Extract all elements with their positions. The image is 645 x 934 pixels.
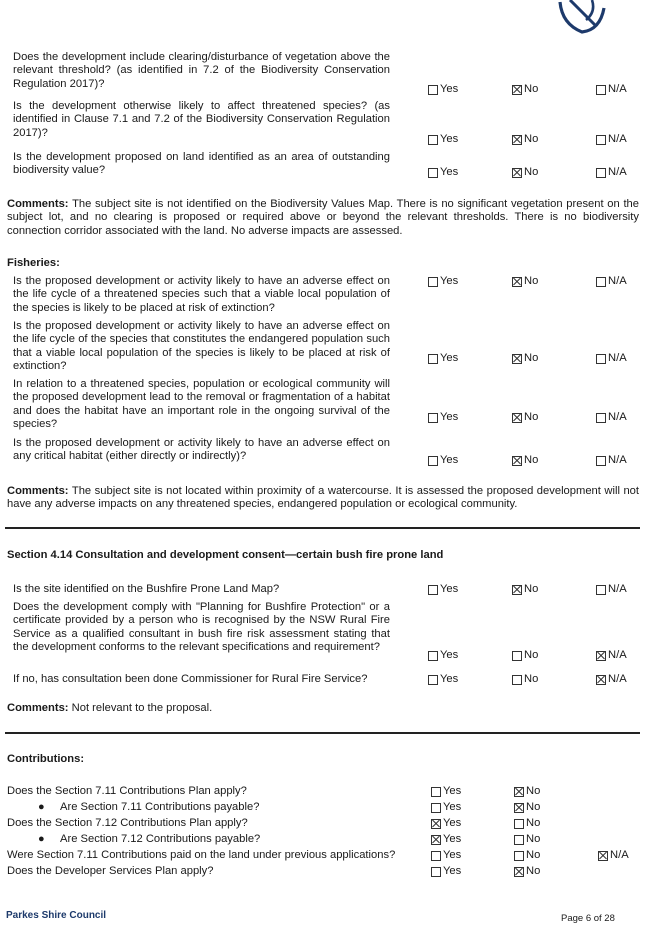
- con-q2-yes[interactable]: Yes: [431, 801, 461, 814]
- biodiversity-comments: Comments: The subject site is not identified on the Biodiversity Values Map. There is no significant vegetation present on the subject lot, and no clearing is proposed or required above or beyond the relevant thresholds. There is no biodiversity connection corridor associated with the land. No adverse impacts are assessed.: [7, 198, 639, 237]
- checked-checkbox-icon: [512, 135, 522, 145]
- bush-q3-na[interactable]: N/A: [596, 673, 627, 686]
- checkbox-icon: [431, 867, 441, 877]
- section-divider: [5, 527, 640, 529]
- bush-q2-no[interactable]: No: [512, 649, 538, 662]
- contributions-heading: Contributions:: [7, 753, 85, 765]
- fish-q2-yes[interactable]: Yes: [428, 352, 458, 365]
- bushfire-question-3: If no, has consultation been done Commissioner for Rural Fire Service?: [13, 673, 368, 685]
- bio-q2-na[interactable]: N/A: [596, 133, 627, 146]
- checked-checkbox-icon: [596, 651, 606, 661]
- con-q3-yes[interactable]: Yes: [431, 817, 461, 830]
- checkbox-icon: [512, 675, 522, 685]
- checked-checkbox-icon: [598, 851, 608, 861]
- checked-checkbox-icon: [514, 787, 524, 797]
- con-q5-yes[interactable]: Yes: [431, 849, 461, 862]
- bushfire-comments: Comments: Not relevant to the proposal.: [7, 702, 213, 714]
- con-q2-no[interactable]: No: [514, 801, 540, 814]
- bio-q3-yes[interactable]: Yes: [428, 166, 458, 179]
- bush-q3-no[interactable]: No: [512, 673, 538, 686]
- checkbox-icon: [428, 585, 438, 595]
- con-q4-yes[interactable]: Yes: [431, 833, 461, 846]
- bio-q2-no[interactable]: No: [512, 133, 538, 146]
- fisheries-comments: Comments: The subject site is not located within proximity of a watercourse. It is assessed the proposed development will not have any adverse impacts on any threatened species, endangered population or ecological community.: [7, 485, 640, 511]
- bush-q2-na[interactable]: N/A: [596, 649, 627, 662]
- bio-q1-no[interactable]: No: [512, 83, 538, 96]
- checkbox-icon: [428, 675, 438, 685]
- fish-q3-yes[interactable]: Yes: [428, 411, 458, 424]
- checked-checkbox-icon: [431, 819, 441, 829]
- checked-checkbox-icon: [512, 585, 522, 595]
- bio-q1-yes[interactable]: Yes: [428, 83, 458, 96]
- checkbox-icon: [596, 456, 606, 466]
- fish-q3-na[interactable]: N/A: [596, 411, 627, 424]
- checkbox-icon: [428, 168, 438, 178]
- contrib-question-3: Does the Section 7.12 Contributions Plan apply?: [7, 817, 248, 829]
- contrib-question-6: Does the Developer Services Plan apply?: [7, 865, 214, 877]
- fisheries-question-4: Is the proposed development or activity likely to have an adverse effect on any critical habitat (either directly or indirectly)?: [13, 437, 390, 463]
- bio-q2-yes[interactable]: Yes: [428, 133, 458, 146]
- contrib-question-1: Does the Section 7.11 Contributions Plan apply?: [7, 785, 247, 797]
- checked-checkbox-icon: [512, 456, 522, 466]
- fish-q1-no[interactable]: No: [512, 275, 538, 288]
- fish-q4-yes[interactable]: Yes: [428, 454, 458, 467]
- fish-q2-no[interactable]: No: [512, 352, 538, 365]
- bushfire-question-1: Is the site identified on the Bushfire Prone Land Map?: [13, 583, 280, 595]
- bush-q2-yes[interactable]: Yes: [428, 649, 458, 662]
- checkbox-icon: [428, 85, 438, 95]
- checked-checkbox-icon: [512, 277, 522, 287]
- biodiversity-question-2: Is the development otherwise likely to affect threatened species? (as identified in Clause 7.1 and 7.2 of the Biodiversity Conservation Regulation 2017)?: [13, 100, 390, 139]
- checkbox-icon: [431, 851, 441, 861]
- bush-q1-yes[interactable]: Yes: [428, 583, 458, 596]
- fisheries-question-1: Is the proposed development or activity likely to have an adverse effect on the life cycle of a threatened species such that a viable local population of the species is likely to be placed at risk of extinction?: [13, 275, 390, 314]
- bush-q1-no[interactable]: No: [512, 583, 538, 596]
- con-q3-no[interactable]: No: [514, 817, 540, 830]
- checked-checkbox-icon: [514, 867, 524, 877]
- council-logo: [556, 0, 606, 36]
- con-q1-yes[interactable]: Yes: [431, 785, 461, 798]
- checkbox-icon: [431, 787, 441, 797]
- biodiversity-question-3: Is the development proposed on land identified as an area of outstanding biodiversity value?: [13, 151, 390, 177]
- checkbox-icon: [596, 354, 606, 364]
- checkbox-icon: [596, 135, 606, 145]
- checked-checkbox-icon: [512, 168, 522, 178]
- checkbox-icon: [431, 803, 441, 813]
- con-q1-no[interactable]: No: [514, 785, 540, 798]
- bush-q3-yes[interactable]: Yes: [428, 673, 458, 686]
- page-number: Page 6 of 28: [561, 913, 615, 924]
- checked-checkbox-icon: [512, 354, 522, 364]
- checkbox-icon: [428, 413, 438, 423]
- checkbox-icon: [596, 85, 606, 95]
- bullet-icon: ●: [38, 801, 45, 813]
- checkbox-icon: [428, 135, 438, 145]
- bullet-icon: ●: [38, 833, 45, 845]
- con-q5-no[interactable]: No: [514, 849, 540, 862]
- fish-q1-yes[interactable]: Yes: [428, 275, 458, 288]
- checkbox-icon: [514, 835, 524, 845]
- section-divider: [5, 732, 640, 734]
- checked-checkbox-icon: [514, 803, 524, 813]
- checkbox-icon: [428, 277, 438, 287]
- fish-q2-na[interactable]: N/A: [596, 352, 627, 365]
- contrib-question-4: ● Are Section 7.12 Contributions payable?: [38, 833, 261, 845]
- checkbox-icon: [512, 651, 522, 661]
- checkbox-icon: [596, 277, 606, 287]
- fisheries-heading: Fisheries:: [7, 257, 60, 269]
- biodiversity-question-1: Does the development include clearing/disturbance of vegetation above the relevant threshold? (as identified in 7.2 of the Biodiversity Conservation Regulation 2017)?: [13, 51, 390, 90]
- fish-q4-na[interactable]: N/A: [596, 454, 627, 467]
- con-q6-yes[interactable]: Yes: [431, 865, 461, 878]
- bio-q1-na[interactable]: N/A: [596, 83, 627, 96]
- checked-checkbox-icon: [512, 85, 522, 95]
- checkbox-icon: [596, 168, 606, 178]
- fish-q4-no[interactable]: No: [512, 454, 538, 467]
- checked-checkbox-icon: [596, 675, 606, 685]
- contrib-question-2: ● Are Section 7.11 Contributions payable?: [38, 801, 260, 813]
- contrib-question-5: Were Section 7.11 Contributions paid on the land under previous applications?: [7, 849, 396, 861]
- checkbox-icon: [596, 585, 606, 595]
- footer-council-name: Parkes Shire Council: [6, 910, 107, 921]
- con-q4-no[interactable]: No: [514, 833, 540, 846]
- checkbox-icon: [514, 851, 524, 861]
- con-q5-na[interactable]: N/A: [598, 849, 629, 862]
- bushfire-question-2: Does the development comply with "Planning for Bushfire Protection" or a certificate provided by a person who is recognised by the NSW Rural Fire Service as a qualified consultant in bush fire risk assessment stating that the development conforms to the relevant specifications and requirement?: [13, 601, 390, 654]
- bio-q3-na[interactable]: N/A: [596, 166, 627, 179]
- checkbox-icon: [428, 456, 438, 466]
- checkbox-icon: [428, 354, 438, 364]
- fish-q1-na[interactable]: N/A: [596, 275, 627, 288]
- fish-q3-no[interactable]: No: [512, 411, 538, 424]
- fisheries-question-3: In relation to a threatened species, population or ecological community will the proposed development lead to the removal or fragmentation of a habitat and does the habitat have an important role in the ongoing survival of the species?: [13, 378, 390, 431]
- checked-checkbox-icon: [512, 413, 522, 423]
- bio-q3-no[interactable]: No: [512, 166, 538, 179]
- checked-checkbox-icon: [431, 835, 441, 845]
- con-q6-no[interactable]: No: [514, 865, 540, 878]
- checkbox-icon: [596, 413, 606, 423]
- checkbox-icon: [428, 651, 438, 661]
- bush-q1-na[interactable]: N/A: [596, 583, 627, 596]
- checkbox-icon: [514, 819, 524, 829]
- fisheries-question-2: Is the proposed development or activity likely to have an adverse effect on the life cycle of the species that constitutes the endangered population such that a viable local population of the species is likely to be placed at risk of extinction?: [13, 320, 390, 373]
- bushfire-heading: Section 4.14 Consultation and development consent—certain bush fire prone land: [7, 549, 444, 561]
